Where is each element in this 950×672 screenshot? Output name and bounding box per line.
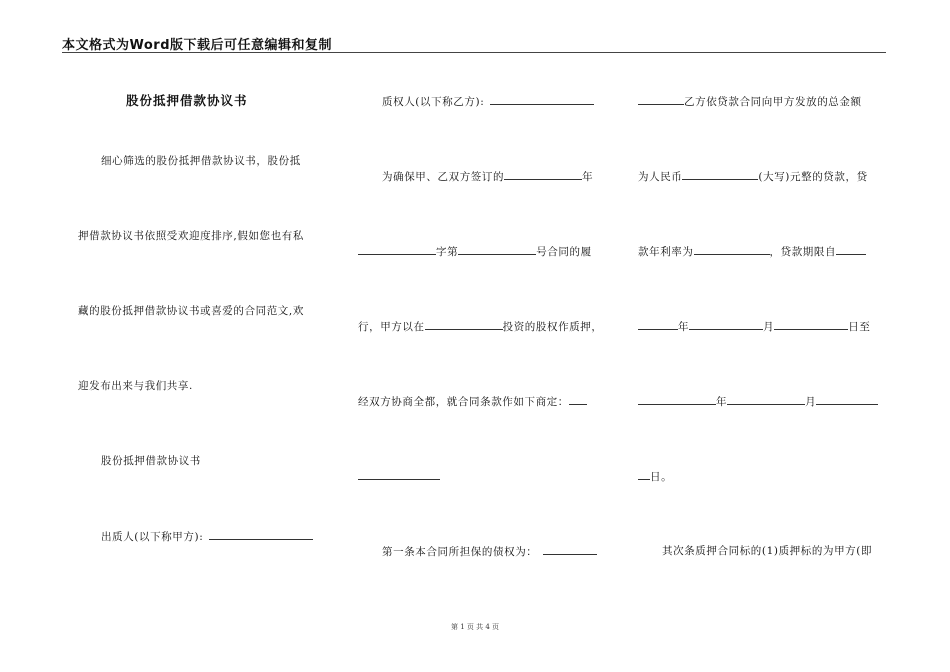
text-segment: 年 xyxy=(716,396,728,408)
paragraph-line xyxy=(638,244,866,259)
text-segment: 年 xyxy=(678,321,690,333)
text-segment: ，贷款期限自 xyxy=(769,246,837,258)
paragraph-line xyxy=(638,469,672,484)
blank-field xyxy=(638,469,650,480)
blank-field xyxy=(638,94,684,105)
text-segment: (大写)元整的贷款，贷 xyxy=(758,171,868,183)
blank-field xyxy=(358,244,436,255)
text-segment: 行，甲方以在 xyxy=(358,321,425,333)
text-segment: 月 xyxy=(805,396,817,408)
text-segment: 为确保甲、乙双方签订的 xyxy=(382,171,505,183)
paragraph-line xyxy=(382,94,594,109)
paragraph-line xyxy=(382,169,593,184)
paragraph-line xyxy=(638,319,870,334)
text-segment: 乙方依贷款合同向甲方发放的总金额 xyxy=(684,96,862,108)
text-segment: 月 xyxy=(763,321,775,333)
paragraph-line xyxy=(638,394,878,409)
paragraph-line xyxy=(638,94,862,109)
blank-field xyxy=(638,319,678,330)
paragraph-line: 押借款协议书依照受欢迎度排序,假如您也有私 xyxy=(78,230,304,242)
blank-field xyxy=(689,319,763,330)
paragraph-line: 其次条质押合同标的(1)质押标的为甲方(即 xyxy=(662,545,873,557)
text-segment: 字第 xyxy=(436,246,459,258)
blank-field xyxy=(504,169,582,180)
page-number-footer: 第 1 页 共 4 页 xyxy=(450,623,500,631)
blank-field xyxy=(425,319,503,330)
text-segment: 第一条本合同所担保的债权为： xyxy=(382,546,538,558)
blank-field xyxy=(638,394,716,405)
blank-field xyxy=(816,394,878,405)
blank-field xyxy=(569,394,587,405)
blank-field xyxy=(836,244,866,255)
blank-field xyxy=(458,244,536,255)
pledgee-label: 质权人(以下称乙方): xyxy=(382,96,485,108)
text-segment: 号合同的履 xyxy=(536,246,592,258)
blank-field xyxy=(543,544,597,555)
text-segment: 投资的股权作质押， xyxy=(502,321,603,333)
text-segment: 年 xyxy=(582,171,594,183)
pledgee-blank xyxy=(490,94,594,105)
text-segment: 款年利率为 xyxy=(638,246,694,258)
paragraph-line xyxy=(382,544,597,559)
paragraph-line xyxy=(638,169,868,184)
paragraph-line xyxy=(358,319,603,334)
blank-field xyxy=(682,169,758,180)
header-text: 本文格式为Word版下载后可任意编辑和复制 xyxy=(62,38,333,53)
pledgor-blank xyxy=(209,529,313,540)
paragraph-line xyxy=(358,244,592,259)
document-title: 股份抵押借款协议书 xyxy=(126,93,248,108)
blank-field xyxy=(774,319,848,330)
blank-field xyxy=(358,469,440,480)
paragraph-line: 细心筛选的股份抵押借款协议书，股份抵 xyxy=(101,155,301,167)
paragraph-line: 迎发布出来与我们共享. xyxy=(78,380,193,392)
text-segment: 为人民币 xyxy=(638,171,683,183)
paragraph-line: 藏的股份抵押借款协议书或喜爱的合同范文,欢 xyxy=(78,305,304,317)
blank-field xyxy=(727,394,805,405)
paragraph-line: 股份抵押借款协议书 xyxy=(101,455,201,467)
blank-field xyxy=(694,244,770,255)
paragraph-line xyxy=(101,529,313,544)
text-segment: 日。 xyxy=(650,471,673,483)
pledgor-label: 出质人(以下称甲方): xyxy=(101,531,204,543)
paragraph-line xyxy=(358,469,440,484)
text-segment: 日至 xyxy=(848,321,871,333)
text-segment: 经双方协商全都，就合同条款作如下商定： xyxy=(358,396,569,408)
paragraph-line xyxy=(358,394,587,409)
